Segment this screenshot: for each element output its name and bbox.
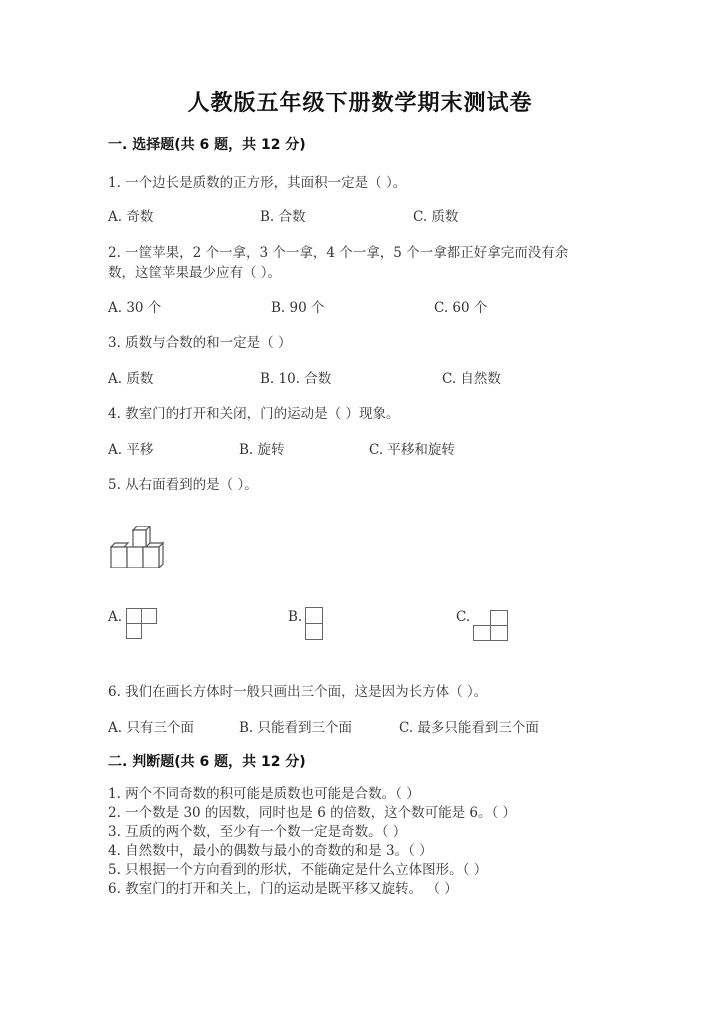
cube-stack-figure	[110, 526, 170, 568]
q5-option-b-figure	[305, 607, 323, 640]
q1-option-b: B. 合数	[260, 209, 306, 225]
question-2-line2: 数，这筐苹果最少应有（ ）。	[108, 265, 282, 281]
question-2-line1: 2. 一筐苹果，2 个一拿，3 个一拿，4 个一拿，5 个一拿都正好拿完而没有余	[108, 245, 569, 261]
q2-option-c: C. 60 个	[434, 300, 488, 316]
question-6: 6. 我们在画长方体时一般只画出三个面，这是因为长方体（ ）。	[108, 684, 488, 700]
question-4: 4. 教室门的打开和关闭，门的运动是（ ）现象。	[108, 406, 400, 422]
q3-option-a: A. 质数	[108, 371, 154, 387]
q1-option-c: C. 质数	[413, 209, 459, 225]
judgment-item-6: 6. 教室门的打开和关上，门的运动是既平移又旋转。 （ ）	[108, 881, 458, 897]
q6-option-c: C. 最多只能看到三个面	[399, 720, 539, 736]
q5-option-b: B.	[288, 609, 303, 625]
q5-option-a: A.	[108, 609, 123, 625]
q4-option-c: C. 平移和旋转	[369, 442, 455, 458]
q5-option-c-figure	[473, 610, 507, 640]
q3-option-b: B. 10. 合数	[260, 371, 332, 387]
judgment-item-5: 5. 只根据一个方向看到的形状，不能确定是什么立体图形。（ ）	[108, 862, 488, 878]
judgment-item-3: 3. 互质的两个数，至少有一个数一定是奇数。（ ）	[108, 824, 407, 840]
q2-option-b: B. 90 个	[271, 300, 325, 316]
question-1: 1. 一个边长是质数的正方形，其面积一定是（ ）。	[108, 175, 407, 191]
q5-option-c: C.	[456, 609, 471, 625]
question-5: 5. 从右面看到的是（ ）。	[108, 477, 258, 493]
section-heading-choice: 一. 选择题(共 6 题，共 12 分)	[108, 137, 306, 153]
q4-option-b: B. 旋转	[239, 442, 285, 458]
q6-option-a: A. 只有三个面	[108, 720, 194, 736]
question-3: 3. 质数与合数的和一定是（ ）	[108, 335, 292, 351]
page-title: 人教版五年级下册数学期末测试卷	[187, 91, 533, 116]
q4-option-a: A. 平移	[108, 442, 154, 458]
section-heading-judgment: 二. 判断题(共 6 题，共 12 分)	[108, 754, 306, 770]
judgment-item-2: 2. 一个数是 30 的因数，同时也是 6 的倍数，这个数可能是 6。（ ）	[108, 805, 517, 821]
judgment-item-1: 1. 两个不同奇数的积可能是质数也可能是合数。（ ）	[108, 786, 420, 802]
q1-option-a: A. 奇数	[108, 209, 154, 225]
judgment-item-4: 4. 自然数中，最小的偶数与最小的奇数的和是 3。（ ）	[108, 843, 433, 859]
q5-option-a-figure	[126, 608, 156, 638]
q2-option-a: A. 30 个	[108, 300, 162, 316]
q6-option-b: B. 只能看到三个面	[239, 720, 353, 736]
q3-option-c: C. 自然数	[442, 371, 501, 387]
